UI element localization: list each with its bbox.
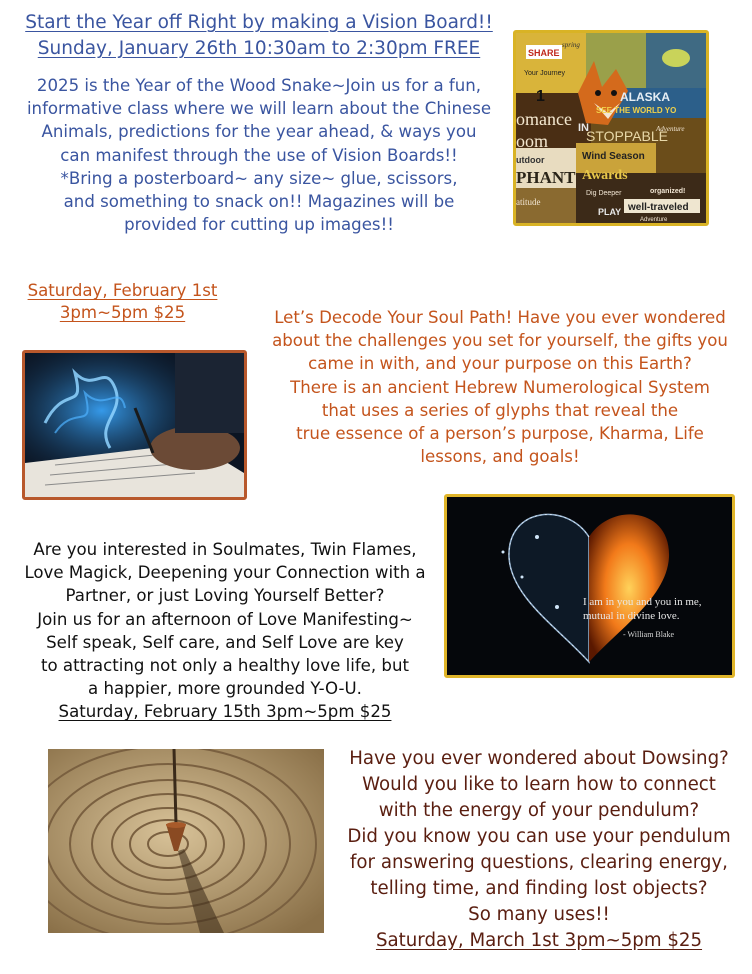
collage-word: oom xyxy=(516,131,549,151)
collage-word: Adventure xyxy=(656,125,685,133)
vision-board-heading xyxy=(0,10,518,62)
description-line: that uses a series of glyphs that reveal the xyxy=(321,400,679,420)
collage-word: Wind Season xyxy=(582,151,645,162)
description-line: provided for cutting up images!! xyxy=(124,215,394,235)
collage-word: SEE THE WORLD YO xyxy=(596,106,677,115)
description-line: Let’s Decode Your Soul Path! Have you ever wondered xyxy=(274,308,726,327)
love-date: Saturday, February 15th 3pm~5pm $25 xyxy=(58,702,392,722)
soul-path-description xyxy=(248,306,752,468)
description-line: a happier, more grounded Y-O-U. xyxy=(88,679,362,699)
collage-word: 1 xyxy=(536,88,545,105)
description-line: informative class where we will learn about the Chinese xyxy=(26,99,492,119)
vision-board-description xyxy=(0,74,518,236)
collage-word: IN xyxy=(578,122,589,134)
soul-path-date xyxy=(0,280,245,324)
dowsing-date: Saturday, March 1st 3pm~5pm $25 xyxy=(375,930,703,951)
description-line: Are you interested in Soulmates, Twin Flames, xyxy=(33,540,417,559)
description-line: Would you like to learn how to connect xyxy=(362,774,716,795)
collage-word: omance xyxy=(516,109,572,129)
description-line: Partner, or just Loving Yourself Better? xyxy=(65,586,385,606)
description-line: Join us for an afternoon of Love Manifesting~ xyxy=(37,609,413,629)
description-line: There is an ancient Hebrew Numerological System xyxy=(290,377,710,397)
description-line: Love Magick, Deepening your Connection with a xyxy=(24,563,426,583)
description-line: *Bring a posterboard~ any size~ glue, scissors, xyxy=(60,168,458,188)
collage-word: PHANT xyxy=(516,168,576,187)
description-line: can manifest through the use of Vision Boards!! xyxy=(60,145,458,165)
description-line: true essence of a person’s purpose, Kharma, Life xyxy=(296,424,704,444)
heart-quote-line: I am in you and you in me, xyxy=(583,596,702,608)
love-description xyxy=(0,538,450,724)
collage-word: Your Journey xyxy=(524,70,565,77)
glowing-writing-image xyxy=(22,350,247,500)
description-line: So many uses!! xyxy=(468,904,610,925)
collage-word: STOPPABLE xyxy=(586,128,668,144)
description-line: about the challenges you set for yourself, the gifts you xyxy=(272,331,728,351)
collage-word: organized! xyxy=(650,188,686,195)
vision-board-date: Sunday, January 26th 10:30am to 2:30pm FREE xyxy=(37,38,481,59)
collage-word: Dig Deeper xyxy=(586,190,622,197)
description-line: to attracting not only a healthy love life, but xyxy=(40,656,409,676)
description-line: and something to snack on!! Magazines will be xyxy=(63,192,455,212)
pendulum-sand-image xyxy=(48,749,324,933)
description-line: 2025 is the Year of the Wood Snake~Join us for a fun, xyxy=(36,76,482,95)
description-line: lessons, and goals! xyxy=(420,447,580,467)
collage-word: atitude xyxy=(516,197,541,207)
description-line: Did you know you can use your pendulum xyxy=(347,826,731,847)
description-line: for answering questions, clearing energy, xyxy=(350,852,728,873)
water-fire-heart-image xyxy=(444,494,735,678)
description-line: with the energy of your pendulum? xyxy=(378,800,700,821)
description-line: telling time, and finding lost objects? xyxy=(370,878,708,899)
collage-word: well-traveled xyxy=(628,202,689,213)
description-line: Self speak, Self care, and Self Love are key xyxy=(46,632,404,652)
collage-word: Awards xyxy=(582,168,628,183)
vision-board-title: Start the Year off Right by making a Vision Board!! xyxy=(25,12,493,33)
collage-word: Adventure xyxy=(640,217,668,223)
collage-word: SHARE xyxy=(528,48,560,58)
soul-path-time-line: 3pm~5pm $25 xyxy=(59,303,186,322)
collage-word: PLAY xyxy=(598,207,622,217)
heart-quote-line: mutual in divine love. xyxy=(583,610,680,622)
description-line: Animals, predictions for the year ahead, & ways you xyxy=(41,122,477,142)
dowsing-description xyxy=(326,746,752,954)
collage-word: utdoor xyxy=(516,155,545,165)
soul-path-date-line: Saturday, February 1st xyxy=(27,281,218,300)
description-line: came in with, and your purpose on this Earth? xyxy=(308,354,692,374)
collage-word: ALASKA xyxy=(620,90,670,104)
description-line: Have you ever wondered about Dowsing? xyxy=(349,748,729,769)
vision-board-collage-image xyxy=(513,30,709,226)
heart-quote-author: - William Blake xyxy=(623,630,675,639)
collage-word: spring xyxy=(562,41,580,49)
